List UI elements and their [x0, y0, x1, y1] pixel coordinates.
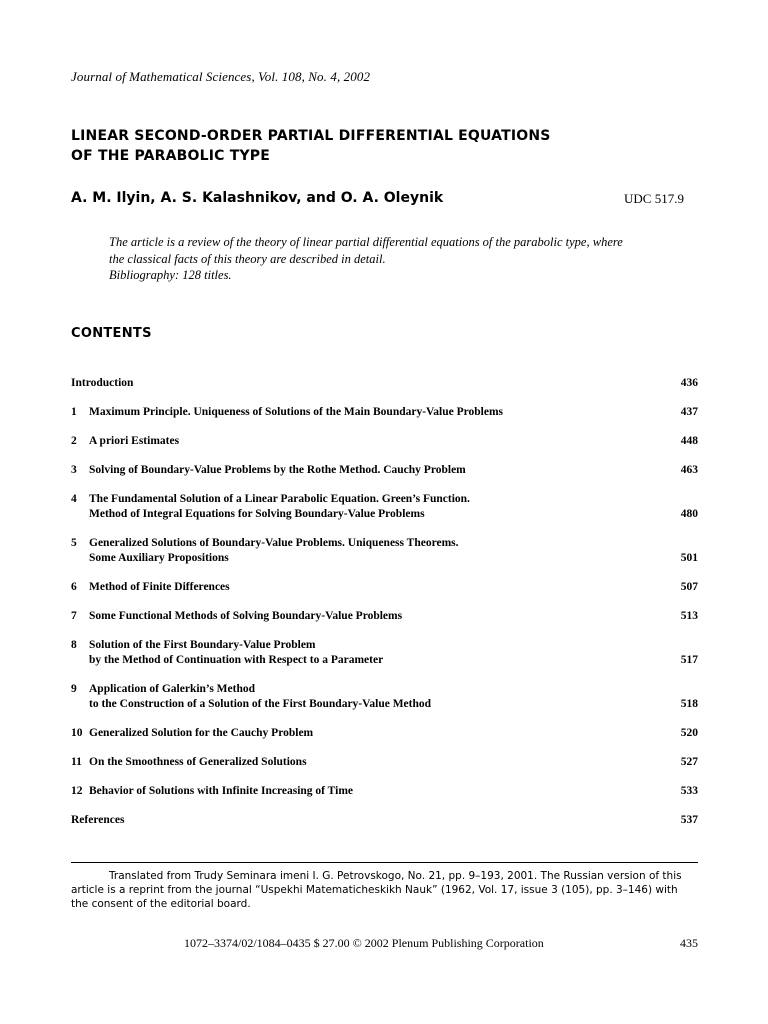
toc-title-line: by the Method of Continuation with Respect to a Parameter: [89, 654, 384, 666]
toc-entry-title: [71, 784, 698, 799]
contents-heading: CONTENTS: [71, 326, 152, 341]
toc-entry-title: [71, 434, 698, 449]
toc-entry-title: [71, 580, 698, 595]
toc-section-number: 8: [71, 639, 77, 651]
toc-entry: [71, 784, 698, 799]
toc-title-line: Generalized Solutions of Boundary-Value Problems. Uniqueness Theorems.: [89, 537, 459, 549]
toc-title-line: Generalized Solution for the Cauchy Problem: [89, 727, 314, 739]
toc-entry: [71, 638, 698, 668]
toc-entry-title: [71, 638, 698, 668]
toc-entry-title: [71, 609, 698, 624]
toc-entry: [71, 726, 698, 741]
table-of-contents: [71, 376, 698, 842]
toc-section-number: 2: [71, 435, 77, 447]
toc-page-number: 527: [680, 756, 698, 768]
toc-page-number: 517: [680, 654, 698, 666]
toc-page-number: 463: [680, 464, 698, 476]
toc-page-number: 507: [680, 581, 698, 593]
translation-footnote: [71, 869, 698, 911]
toc-entry: [71, 405, 698, 420]
toc-entry-title: [71, 376, 698, 391]
toc-title-line: Solving of Boundary-Value Problems by the Rothe Method. Cauchy Problem: [89, 464, 466, 476]
toc-entry: [71, 492, 698, 522]
toc-page-number: 520: [680, 727, 698, 739]
toc-entry: [71, 755, 698, 770]
toc-title-line: Behavior of Solutions with Infinite Increasing of Time: [89, 785, 354, 797]
footnote-divider: [71, 862, 698, 863]
toc-title-line: Some Functional Methods of Solving Boundary-Value Problems: [89, 610, 403, 622]
toc-title-line: On the Smoothness of Generalized Solutions: [89, 756, 307, 768]
toc-page-number: 480: [680, 508, 698, 520]
toc-entry-title: [71, 682, 698, 712]
article-title: [71, 126, 691, 166]
toc-section-number: 7: [71, 610, 77, 622]
copyright-line: 1072–3374/02/1084–0435 $ 27.00 © 2002 Plenum Publishing Corporation: [184, 936, 544, 950]
toc-entry: [71, 609, 698, 624]
toc-title-line: Maximum Principle. Uniqueness of Solutions of the Main Boundary-Value Problems: [89, 406, 504, 418]
toc-title-line: Some Auxiliary Propositions: [89, 552, 229, 564]
toc-title-line: Introduction: [71, 377, 134, 389]
toc-title-line: to the Construction of a Solution of the First Boundary-Value Method: [89, 698, 432, 710]
footnote-line: the consent of the editorial board.: [71, 898, 251, 910]
toc-page-number: 437: [680, 406, 698, 418]
toc-section-number: 4: [71, 493, 77, 505]
toc-page-number: 436: [680, 377, 698, 389]
toc-entry: [71, 682, 698, 712]
page-number: 435: [680, 936, 698, 950]
toc-entry-title: [71, 463, 698, 478]
abstract-line: The article is a review of the theory of linear partial differential equations of the parabolic type, where: [109, 235, 623, 249]
toc-section-number: 9: [71, 683, 77, 695]
footnote-line: article is a reprint from the journal “Uspekhi Matematicheskikh Nauk” (1962, Vol. 17, issue 3 (105), pp. 3–146) with: [71, 884, 678, 896]
authors: A. M. Ilyin, A. S. Kalashnikov, and O. A. Oleynik: [71, 190, 444, 206]
toc-page-number: 533: [680, 785, 698, 797]
abstract-line: Bibliography: 128 titles.: [109, 268, 232, 282]
toc-page-number: 513: [680, 610, 698, 622]
toc-title-line: References: [71, 814, 125, 826]
journal-citation: Journal of Mathematical Sciences, Vol. 108, No. 4, 2002: [71, 69, 371, 84]
toc-entry: [71, 463, 698, 478]
toc-entry-title: [71, 813, 698, 828]
toc-page-number: 518: [680, 698, 698, 710]
toc-title-line: Method of Integral Equations for Solving Boundary-Value Problems: [89, 508, 425, 520]
toc-section-number: 11: [71, 756, 82, 768]
title-line: OF THE PARABOLIC TYPE: [71, 148, 271, 164]
toc-title-line: Method of Finite Differences: [89, 581, 230, 593]
toc-page-number: 448: [680, 435, 698, 447]
title-line: LINEAR SECOND-ORDER PARTIAL DIFFERENTIAL EQUATIONS: [71, 128, 551, 144]
udc-code: UDC 517.9: [624, 191, 684, 206]
toc-entry: [71, 536, 698, 566]
toc-title-line: The Fundamental Solution of a Linear Parabolic Equation. Green’s Function.: [89, 493, 470, 505]
toc-entry: [71, 434, 698, 449]
toc-title-line: A priori Estimates: [89, 435, 180, 447]
toc-entry: [71, 580, 698, 595]
abstract-line: the classical facts of this theory are described in detail.: [109, 251, 386, 266]
toc-entry-title: [71, 755, 698, 770]
toc-entry-title: [71, 726, 698, 741]
toc-section-number: 12: [71, 785, 83, 797]
toc-entry-title: [71, 492, 698, 522]
toc-title-line: Solution of the First Boundary-Value Problem: [89, 639, 316, 651]
toc-section-number: 3: [71, 464, 77, 476]
toc-section-number: 5: [71, 537, 77, 549]
toc-page-number: 501: [680, 552, 698, 564]
toc-entry-title: [71, 536, 698, 566]
toc-title-line: Application of Galerkin’s Method: [89, 683, 256, 695]
footnote-line: Translated from Trudy Seminara imeni I. G. Petrovskogo, No. 21, pp. 9–193, 2001. The Russian version of this: [109, 870, 682, 882]
toc-page-number: 537: [680, 814, 698, 826]
abstract: [109, 234, 699, 284]
toc-entry: [71, 813, 698, 828]
toc-entry-title: [71, 405, 698, 420]
toc-entry: [71, 376, 698, 391]
toc-section-number: 6: [71, 581, 77, 593]
toc-section-number: 10: [71, 727, 83, 739]
toc-section-number: 1: [71, 406, 77, 418]
